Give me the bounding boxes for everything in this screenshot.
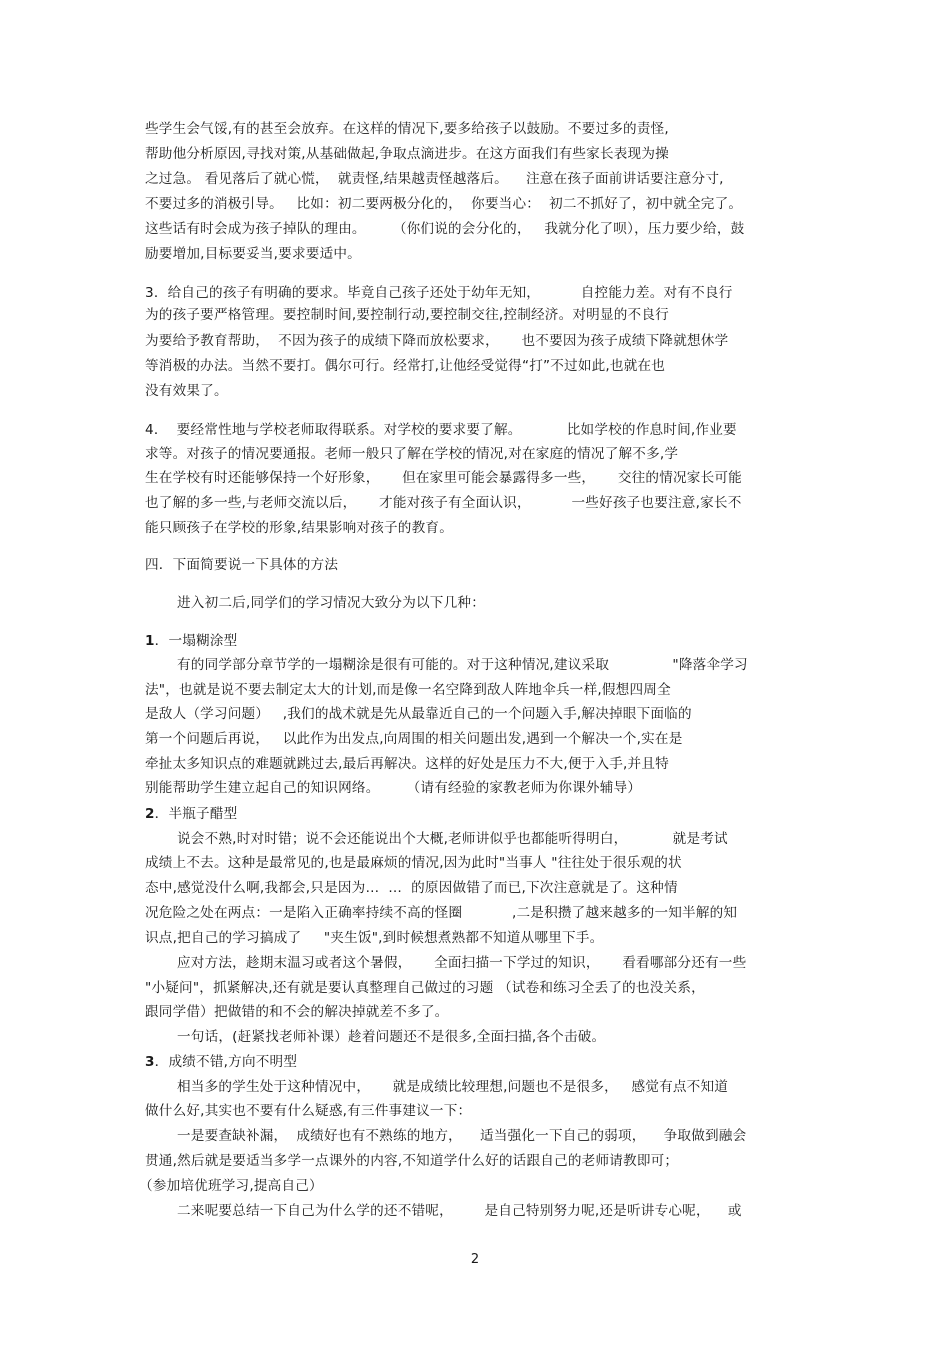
text-line: 法"，也就是说不要去制定太大的计划,而是像一名空降到敌人阵地伞兵一样,假想四周全 (145, 682, 671, 698)
text-line: 为的孩子要严格管理。要控制时间,要控制行动,要控制交往,控制经济。对明显的不良行 (145, 307, 669, 323)
text-line: 这些话有时会成为孩子掉队的理由。 （你们说的会分化的， 我就分化了呗），压力要少给，鼓 (145, 221, 745, 237)
text-line: 第一个问题后再说， 以此作为出发点,向周围的相关问题出发,遇到一个解决一个,实在是 (145, 731, 683, 747)
text-line: 跟同学借）把做错的和不会的解决掉就差不多了。 (145, 1004, 449, 1020)
text-line: 应对方法，趁期末温习或者这个暑假， 全面扫描一下学过的知识， 看看哪部分还有一些 (177, 955, 747, 971)
text-line: 牵扯太多知识点的难题就跳过去,最后再解决。这样的好处是压力不大,便于入手,并且特 (145, 756, 669, 772)
text-line: 能只顾孩子在学校的形象,结果影响对孩子的教育。 (145, 520, 453, 536)
text-line: 相当多的学生处于这种情况中， 就是成绩比较理想,问题也不是很多， 感觉有点不知道 (177, 1079, 729, 1095)
text-line: 态中,感觉没什么啊,我都会,只是因为… … 的原因做错了而已,下次注意就是了。这种情 (145, 880, 678, 896)
text-line: 生在学校有时还能够保持一个好形象， 但在家里可能会暴露得多一些， 交往的情况家长可能 (145, 470, 742, 486)
text-line: 说会不熟,时对时错；说不会还能说出个大概,老师讲似乎也都能听得明白， 就是考试 (177, 831, 728, 847)
subheading-3: 3．成绩不错,方向不明型 (145, 1054, 298, 1070)
text-line: 贯通,然后就是要适当多学一点课外的内容,不知道学什么好的话跟自己的老师请教即可； (145, 1153, 679, 1169)
text-line: 成绩上不去。这种是最常见的,也是最麻烦的情况,因为此时"当事人 "往往处于很乐观的状 (145, 855, 682, 871)
text-line: 之过急。 看见落后了就心慌， 就责怪,结果越责怪越落后。 注意在孩子面前讲话要注意分寸, (145, 171, 724, 187)
text-line: 励要增加,目标要妥当,要求要适中。 (145, 246, 361, 262)
text-line: 也了解的多一些,与老师交流以后， 才能对孩子有全面认识， 一些好孩子也要注意,家长不 (145, 495, 742, 511)
text-line: 况危险之处在两点：一是陷入正确率持续不高的怪圈 ,二是积攒了越来越多的一知半解的知 (145, 905, 738, 921)
text-line: 4． 要经常性地与学校老师取得联系。对学校的要求要了解。 比如学校的作息时间,作业要 (145, 422, 737, 438)
text-line: 识点,把自己的学习搞成了 "夹生饭",到时候想煮熟都不知道从哪里下手。 (145, 930, 604, 946)
text-line: 一是要查缺补漏， 成绩好也有不熟练的地方， 适当强化一下自己的弱项， 争取做到融会 (177, 1128, 747, 1144)
text-line: "小疑问"，抓紧解决,还有就是要认真整理自己做过的习题 （试卷和练习全丢了的也没关系， (145, 980, 705, 996)
text-line: 一句话，(赶紧找老师补课）趁着问题还不是很多,全面扫描,各个击破。 (177, 1029, 606, 1045)
text-line: 为要给予教育帮助， 不因为孩子的成绩下降而放松要求， 也不要因为孩子成绩下降就想休学 (145, 333, 729, 349)
section-heading: 四．下面简要说一下具体的方法 (145, 557, 339, 573)
text-line: 做什么好,其实也不要有什么疑惑,有三件事建议一下： (145, 1103, 472, 1119)
subheading-2: 2．半瓶子醋型 (145, 806, 238, 822)
subheading-1: 1．一塌糊涂型 (145, 633, 238, 649)
text-line: 3．给自己的孩子有明确的要求。毕竟自己孩子还处于幼年无知， 自控能力差。对有不良行 (145, 285, 733, 301)
text-line: 没有效果了。 (145, 383, 228, 399)
text-line: 是敌人（学习问题） ,我们的战术就是先从最靠近自己的一个问题入手,解决掉眼下面临的 (145, 706, 692, 722)
text-line: 求等。对孩子的情况要通报。老师一般只了解在学校的情况,对在家庭的情况了解不多,学 (145, 446, 679, 462)
text-line: 等消极的办法。当然不要打。偶尔可行。经常打,让他经受觉得“打”不过如此,也就在也 (145, 358, 666, 374)
text-line: 别能帮助学生建立起自己的知识网络。 （请有经验的家教老师为你课外辅导） (145, 780, 642, 796)
page-number: 2 (470, 1252, 480, 1267)
text-line: 有的同学部分章节学的一塌糊涂是很有可能的。对于这种情况,建议采取 "降落伞学习 (177, 657, 748, 673)
text-line: 些学生会气馁,有的甚至会放弃。在这样的情况下,要多给孩子以鼓励。不要过多的责怪, (145, 121, 669, 137)
text-line: 进入初二后,同学们的学习情况大致分为以下几种： (177, 595, 485, 611)
text-line: 帮助他分析原因,寻找对策,从基础做起,争取点滴进步。在这方面我们有些家长表现为操 (145, 146, 669, 162)
text-line: （参加培优班学习,提高自己） (139, 1178, 323, 1194)
text-line: 二来呢要总结一下自己为什么学的还不错呢， 是自己特别努力呢,还是听讲专心呢， 或 (177, 1203, 742, 1219)
text-line: 不要过多的消极引导。 比如：初二要两极分化的， 你要当心： 初二不抓好了，初中就全完了。 (145, 196, 743, 212)
